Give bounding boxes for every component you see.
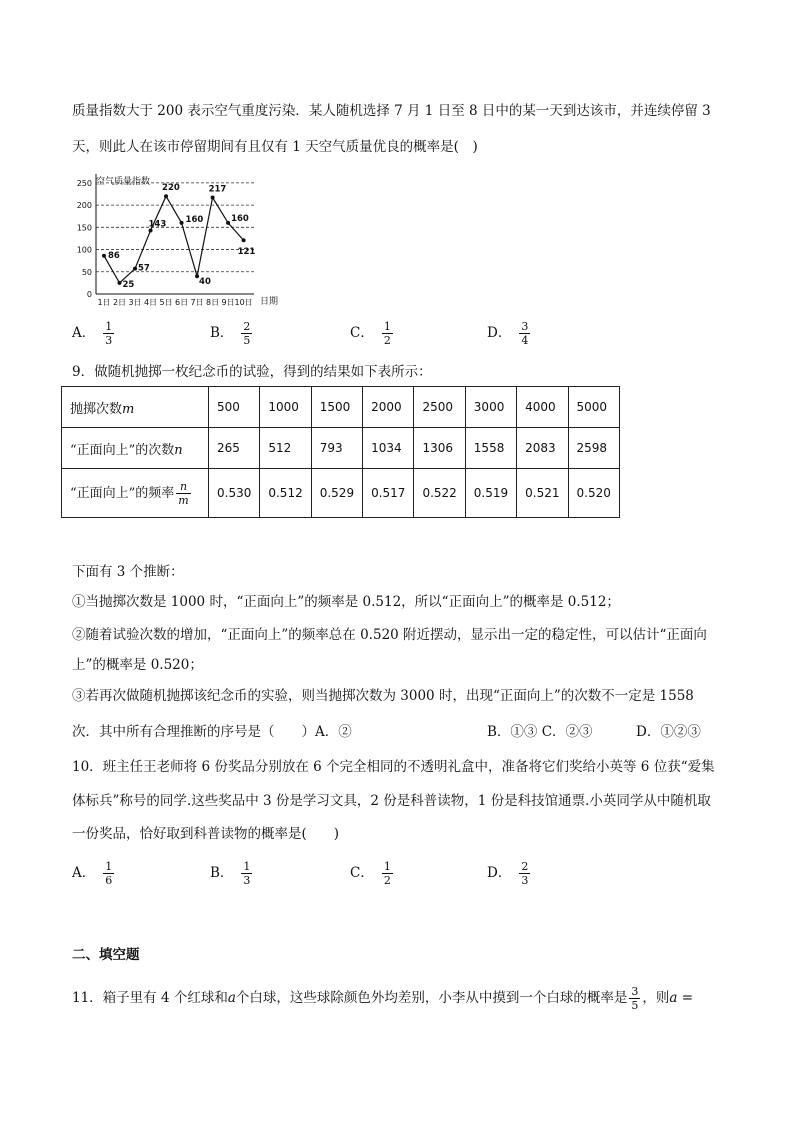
q9-intro: 下面有 3 个推断： (72, 564, 184, 580)
table-cell: 265 (209, 428, 260, 469)
y-tick-label: 50 (81, 267, 92, 277)
q9-statement-2b: 上”的概率是 0.520； (72, 657, 203, 673)
fraction: $\frac{3}{5}$ (631, 985, 639, 1012)
data-label: 160 (231, 213, 249, 224)
table-cell: 2598 (568, 428, 619, 469)
table-cell: 1306 (414, 428, 465, 469)
table-cell: 1500 (311, 387, 362, 428)
table-cell: 0.512 (260, 469, 311, 518)
data-label: 86 (108, 250, 120, 261)
data-label: 160 (185, 214, 204, 225)
data-point (118, 281, 122, 285)
q10-option-d[interactable]: D． $\frac{2}{3}$ (487, 860, 529, 887)
q9-option-d[interactable]: D．①②③ (636, 724, 701, 740)
fraction: $\frac{1}{2}$ (383, 320, 391, 347)
x-tick-label: 2日 (112, 298, 127, 307)
table-row (62, 428, 620, 469)
x-tick-label: 3日 (128, 298, 142, 307)
data-point (164, 194, 168, 198)
table-row (62, 469, 620, 518)
q10-line-1: 10．班主任王老师将 6 份奖品分别放在 6 个完全相同的不透明礼盒中，准备将它们奖给小英等 6 位获“爱集 (72, 759, 715, 775)
fraction: $\frac{2}{5}$ (243, 320, 251, 347)
x-tick-label: 9日 (221, 298, 235, 307)
x-tick-label: 10日 (234, 298, 253, 307)
data-point (211, 196, 215, 200)
table-cell: 1000 (260, 387, 311, 428)
table-cell: 2083 (517, 428, 568, 469)
y-tick-label: 100 (76, 245, 92, 255)
q10-line-2: 体标兵”称号的同学.这些奖品中 3 份是学习文具，2 份是科普读物，1 份是科技馆通票.小英同学从中随机取 (72, 793, 711, 809)
x-tick-label: 4日 (143, 298, 158, 307)
q8-line-1: 质量指数大于 200 表示空气重度污染．某人随机选择 7 月 1 日至 8 日中的某一天到达该市，并连续停留 3 (72, 103, 711, 119)
table-cell: 1558 (465, 428, 516, 469)
table-cell: 0.530 (209, 469, 260, 518)
fraction: $\frac{1}{6}$ (105, 860, 113, 887)
q10-option-b[interactable]: B． $\frac{1}{3}$ (210, 860, 251, 887)
y-tick-label: 200 (76, 201, 92, 211)
y-tick-label: 150 (76, 223, 92, 233)
q8-option-d[interactable]: D． $\frac{3}{4}$ (487, 320, 529, 347)
x-tick-label: 7日 (190, 298, 204, 307)
q10-option-a[interactable]: A． $\frac{1}{6}$ (72, 860, 113, 887)
fraction: $\frac{1}{2}$ (383, 860, 391, 887)
table-cell: 0.520 (568, 469, 619, 518)
table-row (62, 387, 620, 428)
row-header-heads: “正面向上”的次数n (62, 428, 209, 469)
data-label: 217 (208, 184, 227, 195)
series-line (104, 196, 244, 283)
q9-statement-2a: ②随着试验次数的增加，“正面向上”的频率总在 0.520 附近摆动，显示出一定的稳定性，可以估计“正面向 (72, 627, 707, 643)
x-axis-label: 日期 (260, 297, 279, 307)
q9-statement-3b: 次．其中所有合理推断的序号是（ ）A．② (72, 724, 352, 740)
data-point (180, 221, 184, 225)
table-cell: 5000 (568, 387, 619, 428)
table-cell: 0.529 (311, 469, 362, 518)
row-header-frequency: “正面向上”的频率 $\frac{n}{m}$ (62, 469, 209, 518)
table-cell: 0.519 (465, 469, 516, 518)
x-tick-label: 1日 (97, 298, 111, 307)
q8-option-a[interactable]: A． $\frac{1}{3}$ (72, 320, 113, 347)
data-label: 25 (122, 279, 135, 290)
y-tick-label: 0 (86, 290, 92, 299)
data-point (242, 238, 246, 242)
table-cell: 3000 (465, 387, 516, 428)
q8-option-b[interactable]: B． $\frac{2}{5}$ (210, 320, 251, 347)
table-cell: 0.521 (517, 469, 568, 518)
data-point (133, 267, 137, 271)
fraction: $\frac{1}{3}$ (243, 860, 251, 887)
data-point (102, 254, 106, 258)
q9-statement-3a: ③若再次做随机抛掷该纪念币的实验，则当抛掷次数为 3000 时，出现“正面向上”的次数不一定是 1558 (72, 688, 694, 704)
data-label: 143 (148, 219, 167, 230)
table-cell: 0.517 (363, 469, 414, 518)
data-point (226, 221, 230, 225)
data-label: 220 (162, 183, 180, 194)
coin-toss-table (61, 386, 620, 518)
x-tick-label: 8日 (206, 298, 220, 307)
data-label: 40 (199, 277, 211, 288)
table-cell: 512 (260, 428, 311, 469)
row-header-trials: 抛掷次数m (62, 387, 209, 428)
fraction: $\frac{3}{4}$ (521, 320, 529, 347)
q8-line-2: 天，则此人在该市停留期间有且仅有 1 天空气质量优良的概率是( ) (72, 139, 478, 155)
x-tick-label: 5日 (159, 298, 173, 307)
table-cell: 0.522 (414, 469, 465, 518)
section-title: 二、填空题 (72, 947, 140, 963)
q10-option-c[interactable]: C． $\frac{1}{2}$ (350, 860, 391, 887)
q9-option-b-c[interactable]: B．①③ C．②③ (487, 724, 593, 740)
q8-option-c[interactable]: C． $\frac{1}{2}$ (350, 320, 391, 347)
x-tick-label: 6日 (175, 298, 189, 307)
data-label: 121 (237, 247, 256, 258)
table-cell: 793 (311, 428, 362, 469)
table-cell: 4000 (517, 387, 568, 428)
q9-stem: 9．做随机抛掷一枚纪念币的试验，得到的结果如下表所示： (72, 364, 432, 380)
table-cell: 1034 (363, 428, 414, 469)
q10-line-3: 一份奖品，恰好取到科普读物的概率是( ) (72, 826, 340, 842)
table-cell: 2500 (414, 387, 465, 428)
table-cell: 2000 (363, 387, 414, 428)
aqi-line-chart (66, 170, 286, 310)
q9-statement-1: ①当抛掷次数是 1000 时，“正面向上”的频率是 0.512，所以“正面向上”的概率是 0.512； (72, 594, 620, 610)
chart-title: 空气质量指数 (96, 177, 151, 187)
y-tick-label: 250 (76, 178, 92, 188)
fraction: $\frac{2}{3}$ (521, 860, 529, 887)
fraction: $\frac{1}{3}$ (105, 320, 113, 347)
data-label: 57 (138, 263, 150, 274)
q11-line: 11．箱子里有 4 个红球和a个白球，这些球除颜色外均差别，小李从中摸到一个白球的概率是 $\frac{3}{5}$ ，则a = (72, 985, 694, 1012)
table-cell: 500 (209, 387, 260, 428)
